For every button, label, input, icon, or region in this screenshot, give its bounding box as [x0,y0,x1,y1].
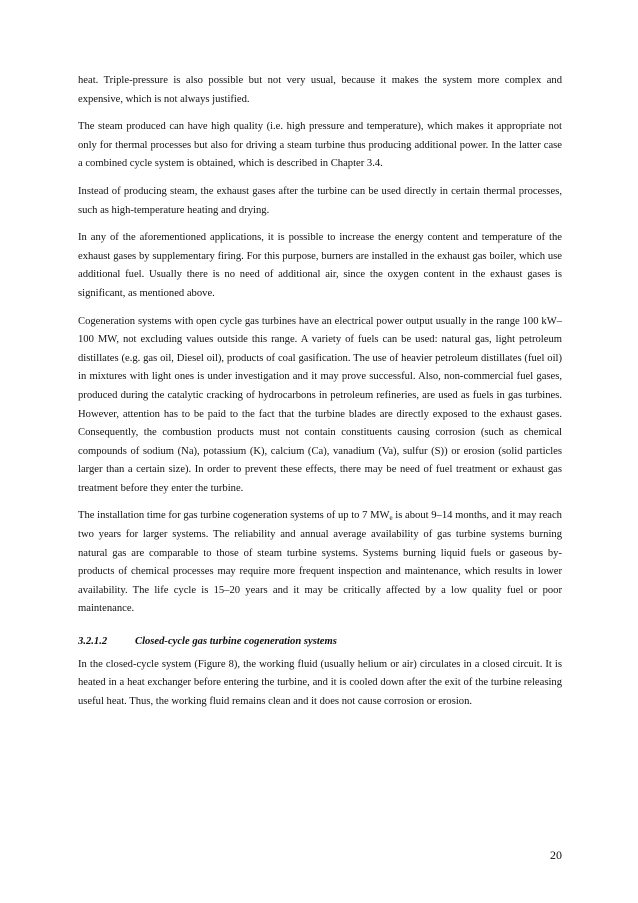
section-title: Closed-cycle gas turbine cogeneration systems [135,636,337,648]
section-heading [78,633,562,652]
installation-text-start: The installation time for gas turbine cogeneration systems of up to 7 MW [78,510,390,522]
paragraph-closed-cycle: In the closed-cycle system (Figure 8), the working fluid (usually helium or air) circulates in a closed circuit. It is heated in a heat exchanger before entering the turbine, and it is cooled down after the exit of the turbine releasing useful heat. Thus, the working fluid remains clean and it does not cause corrosion or erosion. [78,658,562,707]
page-body [78,72,562,720]
paragraph-fuels: Cogeneration systems with open cycle gas turbines have an electrical power output usually in the range 100 kW–100 MW, not excluding values outside this range. A variety of fuels can be used: natural gas, light petroleum distillates (e.g. gas oil, Diesel oil), products of coal gasification. The use of heavier petroleum distillates (fuel oil) in mixtures with light ones is under investigation and it may prove successful. Also, non-commercial fuel gases, produced during the catalytic cracking of hydrocarbons in petroleum refineries, are used as fuels in gas turbines. However, attention has to be paid to the fact that the turbine blades are directly exposed to the exhaust gases. Consequently, the combustion products must not contain constituents causing corrosion (such as chemical compounds of sodium (Na), potassium (K), calcium (Ca), vanadium (Va), sulfur (S)) or erosion (solid particles larger than a certain size). In order to prevent these effects, there may be need of fuel treatment or exhaust gas treatment before they enter the turbine. [78,315,562,494]
installation-text-end: is about 9–14 months, and it may reach two years for larger systems. The reliability and annual average availability of gas turbine systems burning natural gas are comparable to those of steam turbine systems. Systems burning liquid fuels or gaseous by-products of chemical processes may require more frequent inspection and maintenance, which results in lower availability. The life cycle is 15–20 years and it may be critically affected by a low quality fuel or poor maintenance. [78,510,562,615]
paragraph-supplementary-firing: In any of the aforementioned applications, it is possible to increase the energy content and temperature of the exhaust gases by supplementary firing. For this purpose, burners are installed in the exhaust gas boiler, which use additional fuel. Usually there is no need of additional air, since the oxygen content in the exhaust gases is significant, as mentioned above. [78,232,562,299]
paragraph-steam-quality: The steam produced can have high quality (i.e. high pressure and temperature), which makes it appropriate not only for thermal processes but also for driving a steam turbine thus producing additional power. In the latter case a combined cycle system is obtained, which is described in Chapter 3.4. [78,121,562,170]
paragraph-exhaust-direct-use: Instead of producing steam, the exhaust gases after the turbine can be used directly in certain thermal processes, such as high-temperature heating and drying. [78,185,562,216]
paragraph-installation-time [78,507,562,619]
installation-subscript: e [389,514,393,523]
section-number: 3.2.1.2 [78,636,108,648]
page-number: 20 [550,848,562,862]
paragraph-triple-pressure: heat. Triple-pressure is also possible but not very usual, because it makes the system more complex and expensive, which is not always justified. [78,75,562,105]
